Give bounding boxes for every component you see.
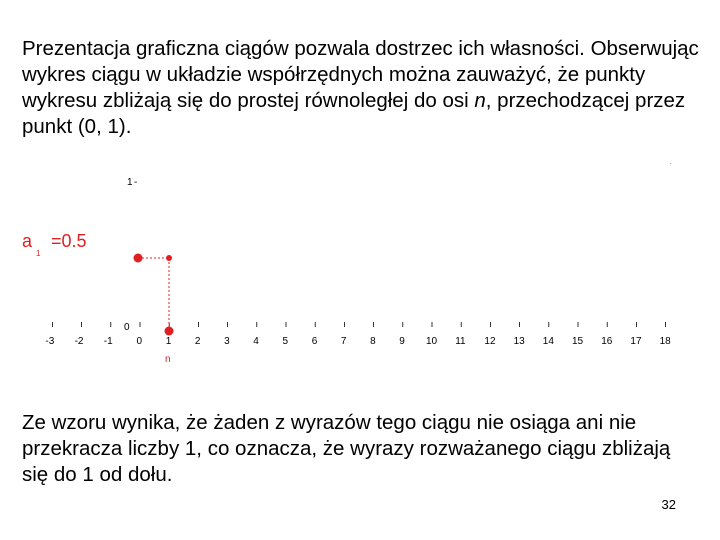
axis-name-n: n [165, 354, 171, 365]
n-slider-handle[interactable] [165, 327, 174, 336]
y-label-one: 1 [127, 177, 133, 188]
x-axis-ticks [45, 322, 671, 347]
intro-text-end: , przechodzącej przez punkt (0, 1). [22, 89, 686, 138]
x-tick-label: 2 [194, 336, 201, 347]
x-tick-label: 1 [165, 336, 172, 347]
x-tick-label: 16 [601, 336, 613, 347]
x-tick-label: 12 [484, 336, 496, 347]
x-tick-label: 18 [659, 336, 671, 347]
x-tick-label: 6 [311, 336, 318, 347]
x-tick-label: 14 [542, 336, 554, 347]
x-tick-label: 3 [224, 336, 230, 347]
term-value: =0.5 [51, 231, 87, 251]
x-tick-label: 15 [572, 336, 584, 347]
x-tick-label: -1 [103, 336, 113, 347]
x-tick-label: 11 [455, 336, 466, 347]
slide-number: 32 [661, 497, 676, 512]
x-tick-label: 13 [513, 336, 525, 347]
x-tick-label: 8 [370, 336, 376, 347]
sequence-graph[interactable] [0, 150, 720, 380]
y-label-zero: 0 [124, 322, 130, 333]
x-tick-label: 17 [630, 336, 642, 347]
y-tick-one: - [134, 177, 138, 188]
term-letter: a [22, 231, 33, 251]
x-tick-label: 9 [399, 336, 405, 347]
x-tick-label: 10 [426, 336, 438, 347]
term-value-marker[interactable] [134, 254, 143, 263]
corner-dot: . [670, 160, 672, 166]
term-index: 1 [36, 249, 41, 258]
x-tick-label: -3 [45, 336, 55, 347]
x-tick-label: 4 [253, 336, 259, 347]
intro-paragraph [22, 36, 702, 140]
sequence-point-a1[interactable] [166, 255, 172, 261]
x-tick-label: -2 [74, 336, 84, 347]
x-tick-label: 5 [282, 336, 289, 347]
conclusion-paragraph: Ze wzoru wynika, że żaden z wyrazów tego ciągu nie osiąga ani nie przekracza liczby 1, co oznacza, że wyrazy rozważanego ciągu zbliżają się do 1 od dołu. [22, 411, 671, 486]
intro-axis-italic: n [474, 89, 486, 112]
intro-text-start: Prezentacja graficzna ciągów pozwala dostrzec ich własności. Obserwując wykres ciągu w układzie współrzędnych można zauważyć, że punkty wykresu zbliżają się do prostej równoległej do osi [22, 37, 699, 112]
x-tick-label: 0 [136, 336, 143, 347]
x-tick-label: 7 [340, 336, 347, 347]
